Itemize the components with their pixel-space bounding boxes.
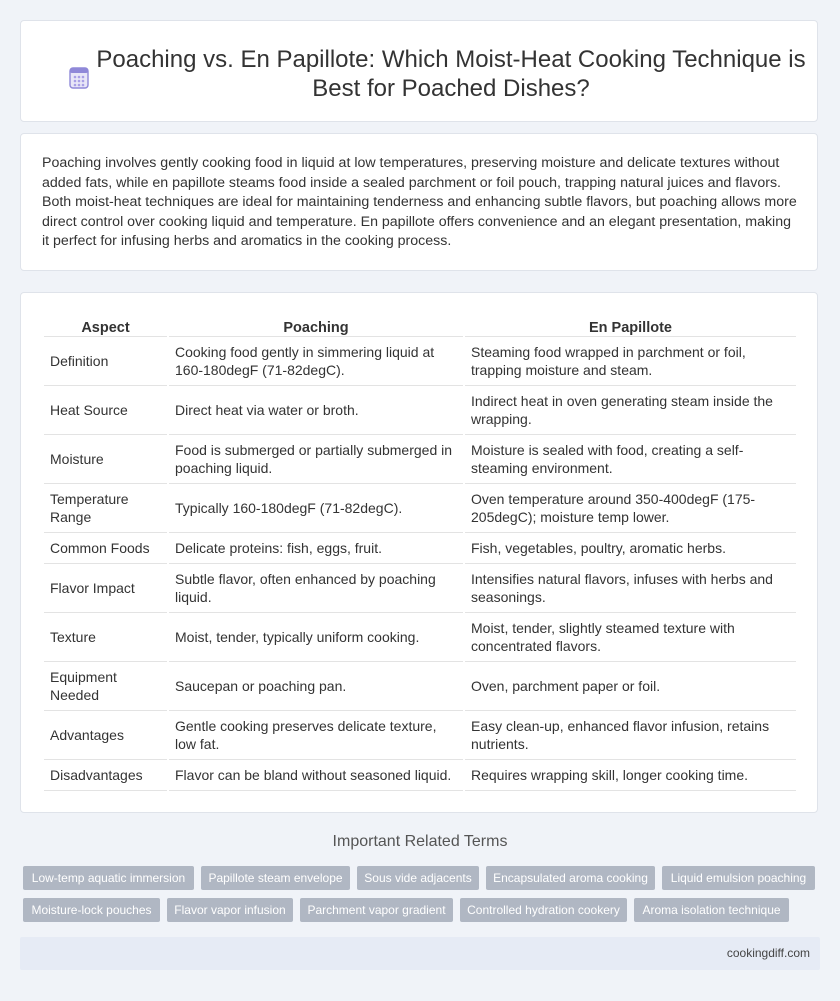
- cell-en-papillote: Moist, tender, slightly steamed texture with concentrated flavors.: [465, 613, 796, 662]
- related-term-tag[interactable]: Flavor vapor infusion: [167, 898, 293, 922]
- cell-aspect: Definition: [44, 337, 167, 386]
- table-row: [44, 662, 796, 711]
- cell-aspect: Heat Source: [44, 386, 167, 435]
- related-term-tag[interactable]: Papillote steam envelope: [201, 866, 350, 890]
- cell-poaching: Gentle cooking preserves delicate texture, low fat.: [169, 711, 463, 760]
- cell-aspect: Advantages: [44, 711, 167, 760]
- table-row: [44, 386, 796, 435]
- intro-paragraph: Poaching involves gently cooking food in liquid at low temperatures, preserving moisture and delicate textures without added fats, while en papillote steams food inside a sealed parchment or foil pouch, trapping natural juices and flavors. Both moist-heat techniques are ideal for maintaining tenderness and enhancing subtle flavors, but poaching allows more direct control over cooking liquid and temperature. En papillote offers convenience and an elegant presentation, making it perfect for infusing herbs and aromatics in the cooking process.: [42, 155, 797, 250]
- cell-en-papillote: Oven, parchment paper or foil.: [465, 662, 796, 711]
- column-header-en-papillote: En Papillote: [465, 316, 796, 337]
- cell-poaching: Flavor can be bland without seasoned liquid.: [169, 760, 463, 791]
- cell-en-papillote: Steaming food wrapped in parchment or foil, trapping moisture and steam.: [465, 337, 796, 386]
- table-row: [44, 613, 796, 662]
- table-row: [44, 484, 796, 533]
- cell-poaching: Subtle flavor, often enhanced by poaching liquid.: [169, 564, 463, 613]
- related-term-tag[interactable]: Aroma isolation technique: [634, 898, 789, 922]
- footer-site-link[interactable]: cookingdiff.com: [726, 946, 810, 960]
- cell-aspect: Texture: [44, 613, 167, 662]
- cell-en-papillote: Intensifies natural flavors, infuses with herbs and seasonings.: [465, 564, 796, 613]
- table-row: [44, 435, 796, 484]
- cell-aspect: Flavor Impact: [44, 564, 167, 613]
- cell-en-papillote: Fish, vegetables, poultry, aromatic herbs.: [465, 533, 796, 564]
- cell-en-papillote: Moisture is sealed with food, creating a self-steaming environment.: [465, 435, 796, 484]
- cell-poaching: Direct heat via water or broth.: [169, 386, 463, 435]
- cell-aspect: Disadvantages: [44, 760, 167, 791]
- cell-en-papillote: Easy clean-up, enhanced flavor infusion, retains nutrients.: [465, 711, 796, 760]
- page-title: Poaching vs. En Papillote: Which Moist-Heat Cooking Technique is Best for Poached Dishes?: [96, 46, 806, 102]
- cell-poaching: Moist, tender, typically uniform cooking.: [169, 613, 463, 662]
- column-header-poaching: Poaching: [169, 316, 463, 337]
- table-row: [44, 337, 796, 386]
- cell-poaching: Food is submerged or partially submerged in poaching liquid.: [169, 435, 463, 484]
- intro-card: [20, 133, 818, 271]
- cell-en-papillote: Indirect heat in oven generating steam inside the wrapping.: [465, 386, 796, 435]
- related-term-tag[interactable]: Sous vide adjacents: [357, 866, 479, 890]
- cell-aspect: Temperature Range: [44, 484, 167, 533]
- cell-en-papillote: Oven temperature around 350-400degF (175-205degC); moisture temp lower.: [465, 484, 796, 533]
- table-row: [44, 760, 796, 791]
- cell-poaching: Typically 160-180degF (71-82degC).: [169, 484, 463, 533]
- cell-poaching: Cooking food gently in simmering liquid at 160-180degF (71-82degC).: [169, 337, 463, 386]
- cell-aspect: Moisture: [44, 435, 167, 484]
- related-term-tag[interactable]: Moisture-lock pouches: [23, 898, 160, 922]
- related-term-tag[interactable]: Controlled hydration cookery: [460, 898, 627, 922]
- related-term-tag[interactable]: Parchment vapor gradient: [300, 898, 453, 922]
- table-row: [44, 533, 796, 564]
- cell-aspect: Common Foods: [44, 533, 167, 564]
- related-term-tag[interactable]: Low-temp aquatic immersion: [23, 866, 194, 890]
- footer: [20, 937, 820, 970]
- comparison-card: [20, 292, 818, 813]
- title-card: [20, 20, 818, 122]
- table-row: [44, 711, 796, 760]
- table-header-row: [44, 316, 796, 337]
- cell-aspect: Equipment Needed: [44, 662, 167, 711]
- related-term-tag[interactable]: Encapsulated aroma cooking: [486, 866, 655, 890]
- comparison-table: [42, 316, 798, 791]
- column-header-aspect: Aspect: [44, 316, 167, 337]
- cell-en-papillote: Requires wrapping skill, longer cooking time.: [465, 760, 796, 791]
- cell-poaching: Delicate proteins: fish, eggs, fruit.: [169, 533, 463, 564]
- related-term-tag[interactable]: Liquid emulsion poaching: [662, 866, 815, 890]
- cell-poaching: Saucepan or poaching pan.: [169, 662, 463, 711]
- table-row: [44, 564, 796, 613]
- related-terms-heading: Important Related Terms: [332, 833, 508, 850]
